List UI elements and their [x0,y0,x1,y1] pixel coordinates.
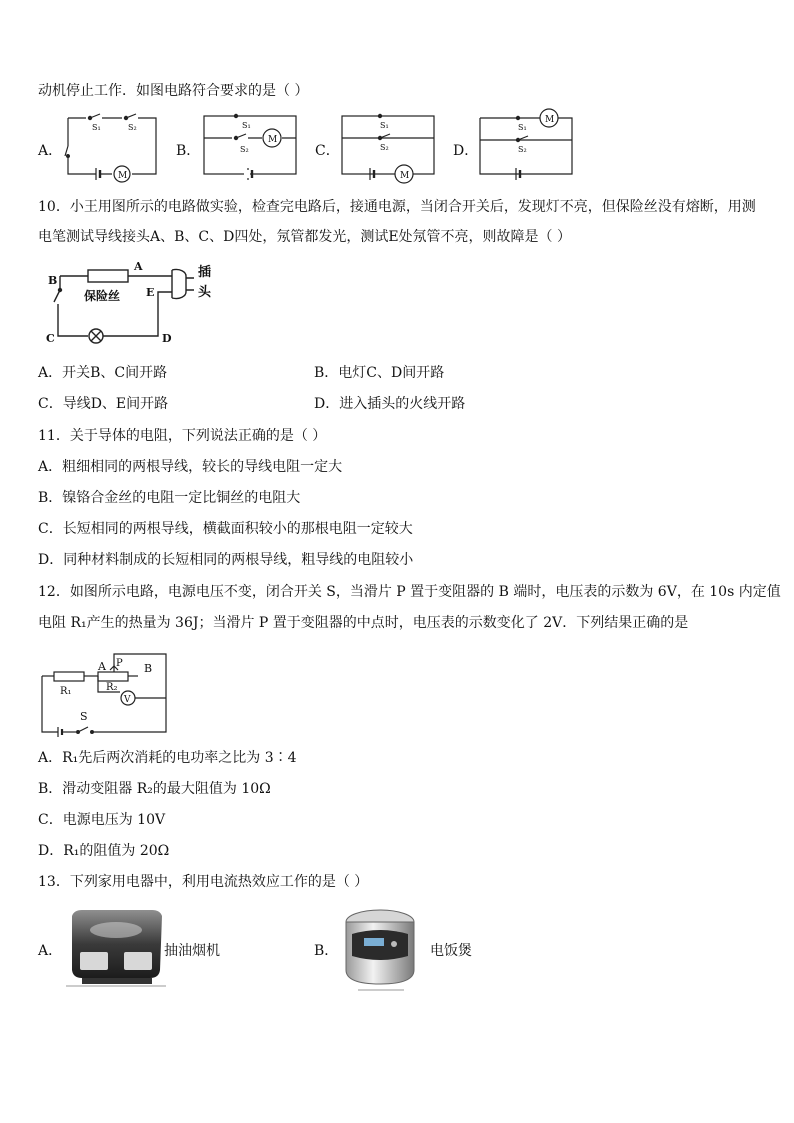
q9d-s2-label: S₂ [518,145,527,154]
q10-label-e: E [146,286,155,299]
q12-label-p: P [116,658,123,669]
q10-option-a: A．开关B、C间开路 [38,365,168,381]
q12-option-d: D．R₁的阻值为 20Ω [38,843,170,859]
q11-option-c: C．长短相同的两根导线，横截面积较小的那根电阻一定较大 [38,521,413,537]
q9-circuit-a [62,112,162,190]
q10-circuit-figure [40,262,220,346]
q11-option-b: B．镍铬合金丝的电阻一定比铜丝的电阻大 [38,490,301,506]
q9-option-c-label: C． [315,143,340,159]
q12-label-r2: R₂ [106,682,118,693]
q10-option-d: D．进入插头的火线开路 [314,396,466,412]
q9d-motor-label: M [545,115,555,125]
q13-option-b-text: 电饭煲 [430,943,472,959]
q12-label-s: S [80,710,88,723]
rice-cooker-image [338,904,422,992]
q10-stem-line2: 电笔测试导线接头A、B、C、D四处，氖管都发光，测试E处氖管不亮，则故障是（ ） [38,229,572,245]
q10-label-a: A [134,260,143,273]
q13-option-a-text: 抽油烟机 [164,943,220,959]
q9a-s2-label: S₂ [128,123,137,132]
q9-circuit-c [340,112,440,190]
q10-label-b: B [48,274,58,287]
q13-option-b-label: B． [314,943,339,959]
q13-option-a-label: A． [38,943,63,959]
q12-option-c: C．电源电压为 10V [38,812,166,828]
q12-option-b: B．滑动变阻器 R₂的最大阻值为 10Ω [38,781,271,797]
q12-circuit-figure [40,648,172,736]
q9-circuit-b [202,112,302,190]
q10-plug-label-1: 插 [198,265,212,280]
q9-circuit-d [478,106,578,190]
q11-option-a: A．粗细相同的两根导线，较长的导线电阻一定大 [38,459,343,475]
q10-plug-label-2: 头 [198,285,212,300]
q10-label-d: D [162,332,172,345]
q10-fuse-label: 保险丝 [84,289,121,303]
q9d-s1-label: S₁ [518,123,527,132]
q12-option-a: A．R₁先后两次消耗的电功率之比为 3∶4 [38,750,297,766]
q12-stem-line1: 12．如图所示电路，电源电压不变，闭合开关 S，当滑片 P 置于变阻器的 B 端时，电压表的示数为 6V，在 10s 内定值 [38,584,781,600]
range-hood-image [66,908,166,988]
q9-option-a-label: A． [38,143,63,159]
q11-stem: 11．关于导体的电阻，下列说法正确的是（ ） [38,428,327,444]
q10-label-c: C [46,332,55,345]
q10-option-c: C．导线D、E间开路 [38,396,169,412]
q10-option-b: B．电灯C、D间开路 [314,365,445,381]
q9a-s1-label: S₁ [92,123,101,132]
q13-stem: 13．下列家用电器中，利用电流热效应工作的是（ ） [38,874,369,890]
q9b-motor-label: M [268,135,278,145]
q9-option-b-label: B． [176,143,201,159]
q11-option-d: D．同种材料制成的长短相同的两根导线，粗导线的电阻较小 [38,552,414,568]
q12-label-a: A [98,660,106,673]
q10-stem-line1: 10．小王用图所示的电路做实验，检查完电路后，接通电源，当闭合开关后，发现灯不亮，但保险丝没有熔断，用测 [38,199,756,215]
q12-stem-line2: 电阻 R₁产生的热量为 36J；当滑片 P 置于变阻器的中点时，电压表的示数变化了 2V．下列结果正确的是 [38,615,689,631]
q9-stem-tail: 动机停止工作．如图电路符合要求的是（ ） [38,83,309,99]
q9c-s2-label: S₂ [380,143,389,152]
q9c-s1-label: S₁ [380,121,389,130]
q9b-s1-label: S₁ [242,121,251,130]
q9c-motor-label: M [400,171,410,181]
q12-label-r1: R₁ [60,686,72,697]
q9a-motor-label: M [118,171,128,181]
q12-voltmeter-label: V [124,695,131,705]
q12-label-b: B [144,662,153,675]
q9-option-d-label: D． [453,143,479,159]
q9b-s2-label: S₂ [240,145,249,154]
